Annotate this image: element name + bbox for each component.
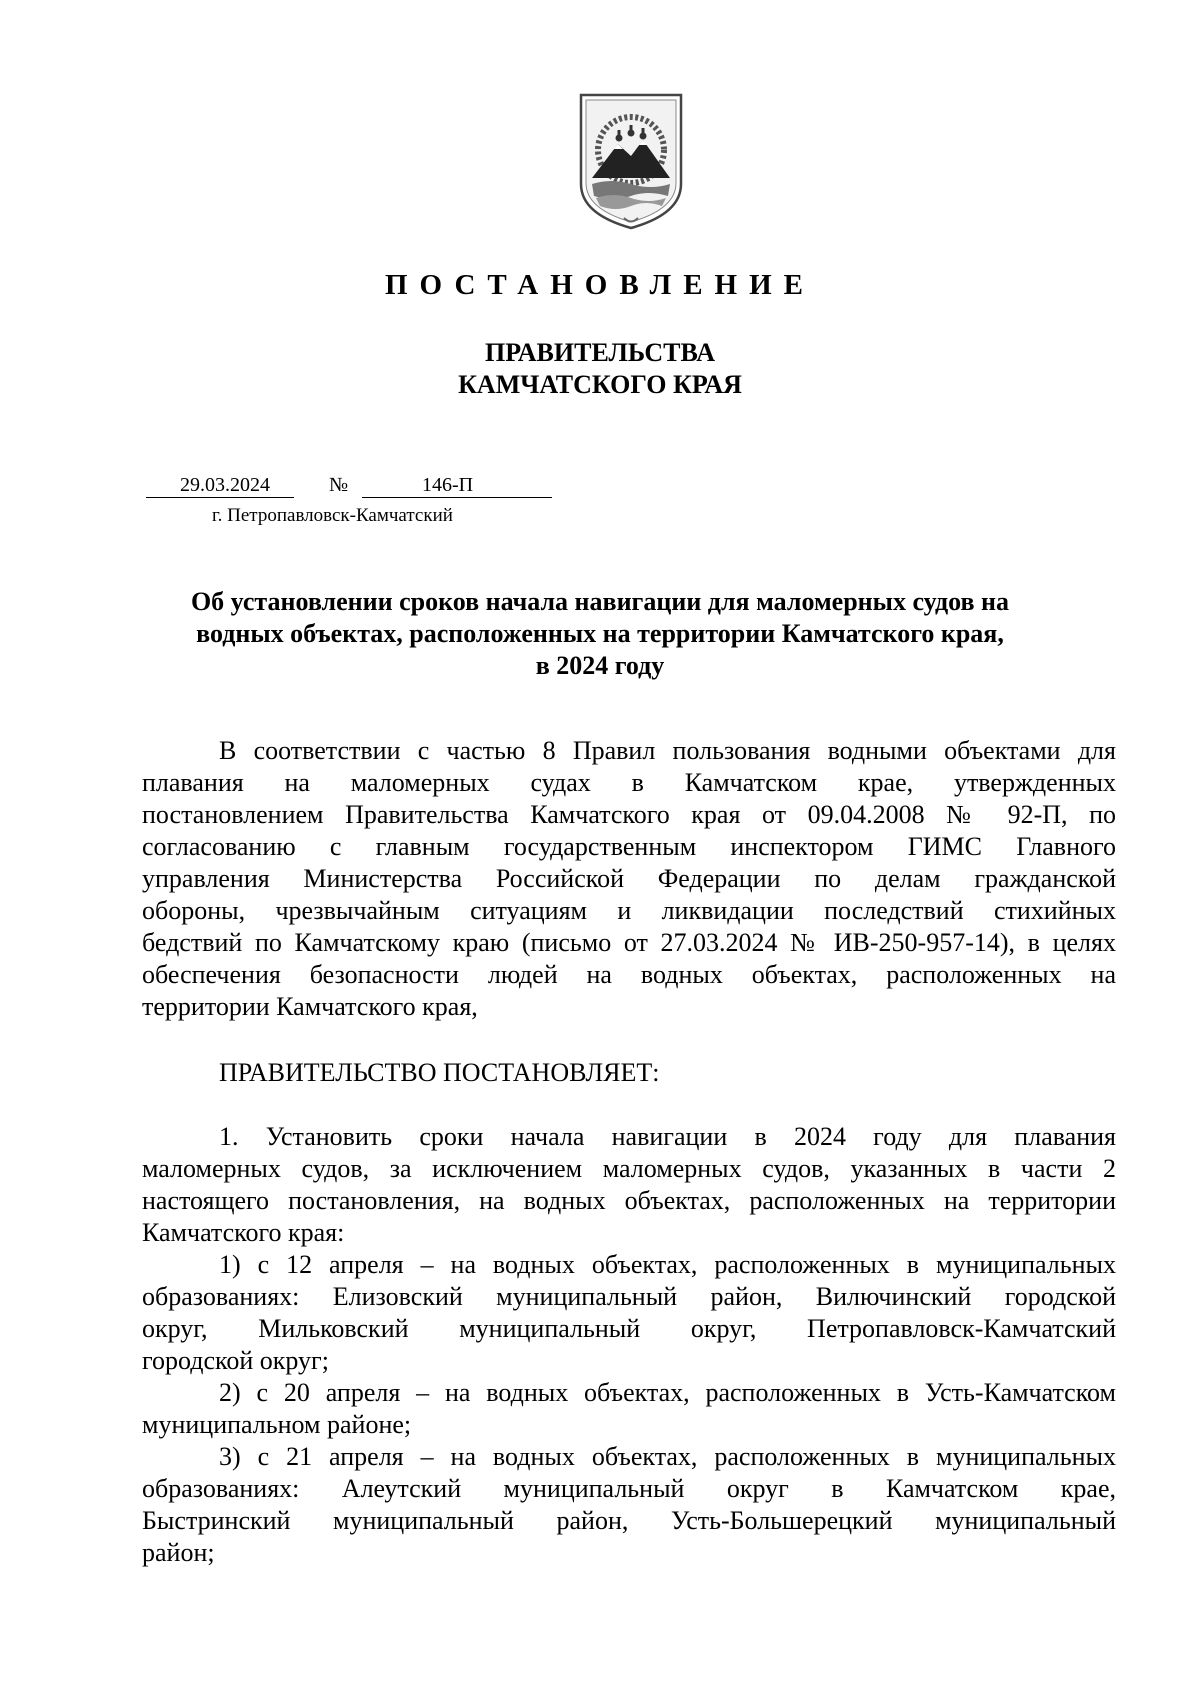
date-underline — [146, 497, 294, 498]
item-1-line: городской округ; — [142, 1346, 329, 1375]
document-title-line-1: Об установлении сроков начала навигации для маломерных судов на — [190, 587, 1010, 616]
document-date: 29.03.2024 — [180, 474, 270, 496]
item-1-line: образованиях: Елизовский муниципальный район, Вилючинский городской — [142, 1282, 1116, 1311]
item-1-line: 1) с 12 апреля – на водных объектах, расположенных в муниципальных — [219, 1250, 1116, 1279]
item-3-line: Быстринский муниципальный район, Усть-Большерецкий муниципальный — [142, 1506, 1116, 1535]
item-2-line: муниципальном районе; — [142, 1410, 412, 1439]
preamble-line: обороны, чрезвычайным ситуациям и ликвидации последствий стихийных — [142, 896, 1116, 925]
clause-line: 1. Установить сроки начала навигации в 2024 году для плавания — [219, 1122, 1116, 1151]
preamble-line: плавания на маломерных судах в Камчатском крае, утвержденных — [142, 768, 1116, 797]
item-3-line: образованиях: Алеутский муниципальный округ в Камчатском крае, — [142, 1474, 1116, 1503]
preamble-line: бедствий по Камчатскому краю (письмо от 27.03.2024 № ИВ-250-957-14), в целях — [142, 928, 1116, 957]
preamble-line: В соответствии с частью 8 Правил пользования водными объектами для — [219, 736, 1116, 765]
preamble-line: постановлением Правительства Камчатского края от 09.04.2008 № 92-П, по — [142, 800, 1116, 829]
resolution-heading: ПРАВИТЕЛЬСТВО ПОСТАНОВЛЯЕТ: — [219, 1058, 660, 1087]
item-3-line: 3) с 21 апреля – на водных объектах, расположенных в муниципальных — [219, 1442, 1116, 1471]
document-number: 146-П — [422, 474, 474, 496]
number-underline — [362, 497, 552, 498]
number-sign: № — [329, 474, 349, 496]
item-2-line: 2) с 20 апреля – на водных объектах, расположенных в Усть-Камчатском — [219, 1378, 1116, 1407]
preamble-line: управления Министерства Российской Федерации по делам гражданской — [142, 864, 1116, 893]
preamble-line: обеспечения безопасности людей на водных объектах, расположенных на — [142, 960, 1116, 989]
issuer-line-2: КАМЧАТСКОГО КРАЯ — [458, 370, 742, 399]
document-title-line-3: в 2024 году — [535, 651, 665, 680]
clause-line: Камчатского края: — [142, 1218, 345, 1247]
item-3-line: район; — [142, 1538, 215, 1567]
city-of-issue: г. Петропавловск-Камчатский — [212, 505, 453, 526]
registration-row — [146, 474, 552, 498]
document-type-heading: ПОСТАНОВЛЕНИЕ — [384, 269, 815, 301]
issuer-line-1: ПРАВИТЕЛЬСТВА — [485, 338, 715, 367]
kamchatka-coat-of-arms-icon — [578, 92, 684, 230]
preamble-line: согласованию с главным государственным инспектором ГИМС Главного — [142, 832, 1116, 861]
item-1-line: округ, Мильковский муниципальный округ, Петропавловск-Камчатский — [142, 1314, 1116, 1343]
clause-line: маломерных судов, за исключением маломерных судов, указанных в части 2 — [142, 1154, 1116, 1183]
clause-line: настоящего постановления, на водных объектах, расположенных на территории — [142, 1186, 1116, 1215]
document-title-line-2: водных объектах, расположенных на территории Камчатского края, — [196, 619, 1004, 648]
preamble-line: территории Камчатского края, — [142, 992, 478, 1021]
